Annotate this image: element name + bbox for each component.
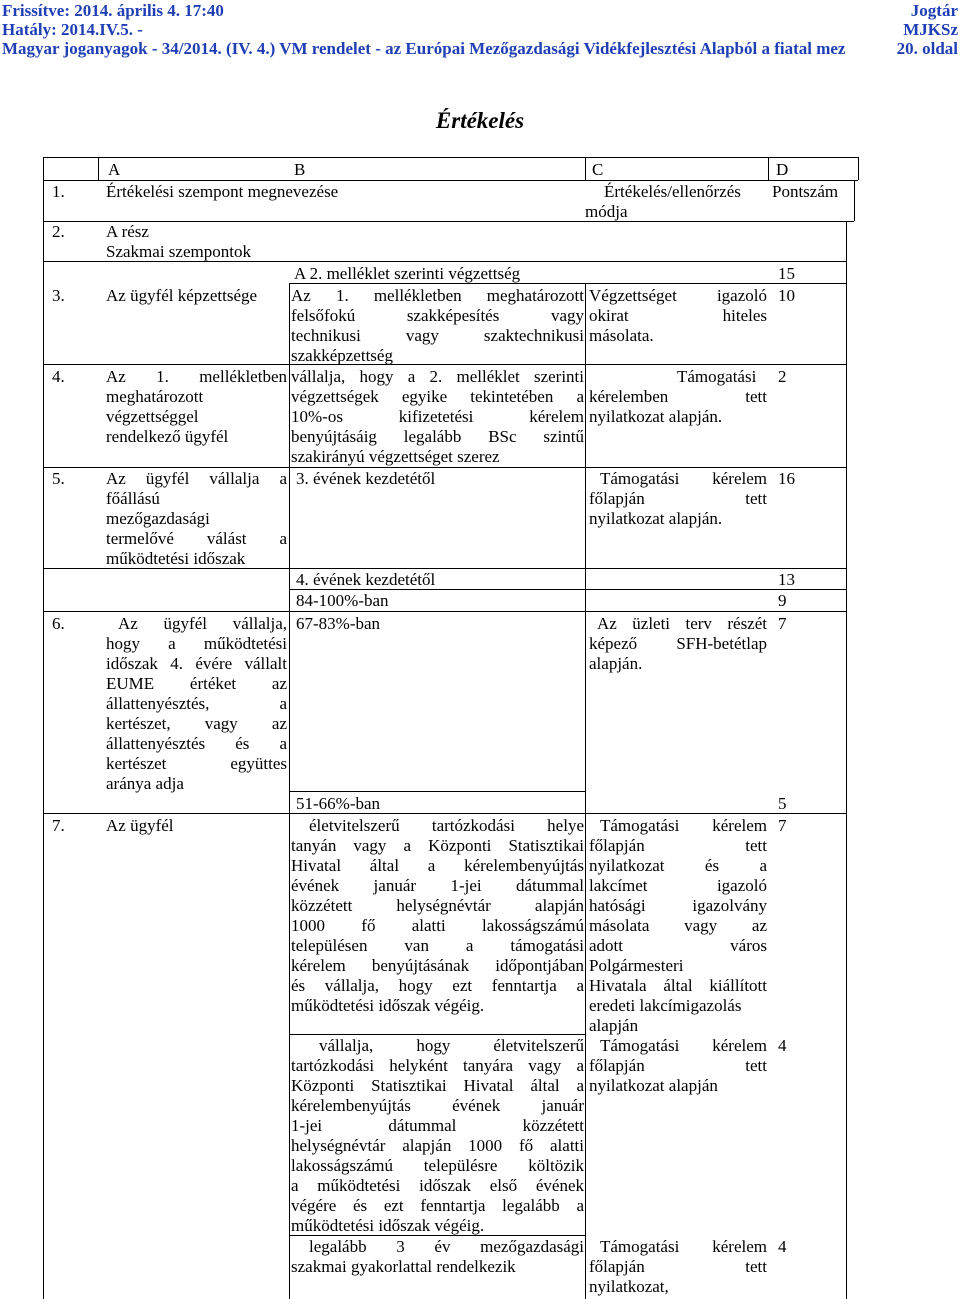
row-2-subtitle: Szakmai szempontok (106, 242, 251, 261)
row-5-option-2: 4. évének kezdetétől (296, 570, 436, 589)
page-title: Értékelés (435, 108, 525, 133)
row-5-option-1: 3. évének kezdetétől (296, 469, 436, 488)
row-6-option-3-points: 5 (778, 794, 787, 813)
row-7-option-3-verification: Támogatási kérelem főlapján tett nyilatkozat, (589, 1237, 767, 1296)
header-updated: Frissítve: 2014. április 4. 17:40 (2, 1, 224, 20)
row-5-option-1-points: 16 (778, 469, 795, 488)
row-4-points: 2 (778, 367, 787, 386)
row-1-points-header: Pontszám (772, 182, 839, 201)
row-3-verification: Végzettséget igazoló okirat hiteles másolata. (589, 286, 767, 345)
row-6-option-3: 51-66%-ban (296, 794, 381, 813)
header-brand: Jogtár (910, 1, 958, 20)
row-1-method-header-cont: módja (585, 202, 628, 221)
row-7-option-1: életvitelszerű tartózkodási helye tanyán vagy a Központi Statisztikai Hivatal által a kérelembenyújtás évének január 1-jei dátummal közzétett helységnévtár alapján 1000 fő alatti lakosságszámú településen van a támogatási kérelem benyújtásának időpontjában és vállalja, hogy ezt fenntartja a működtetési időszak végéig. (291, 816, 584, 1015)
row-4-number: 4. (52, 367, 65, 386)
header-effect: Hatály: 2014.IV.5. - (2, 20, 143, 39)
row-4-verification: kérelemben tett nyilatkozat alapján. (589, 387, 767, 426)
header-source: Magyar joganyagok - 34/2014. (IV. 4.) VM rendelet - az Európai Mezőgazdasági Vidékfejlesztési Alapból a fiatal mez (2, 39, 846, 58)
row-2-number: 2. (52, 222, 65, 241)
row-7-option-1-verification: Támogatási kérelem főlapján tett nyilatkozat és a lakcímet igazoló hatósági igazolvány másolata vagy az adott város Polgármesteri Hivatala által kiállított eredeti lakcímigazolás alapján (589, 816, 767, 1035)
row-6-number: 6. (52, 614, 65, 633)
row-4-condition: vállalja, hogy a 2. melléklet szerinti végzettségek egyike tekintetében a 10%-os kifizetetési kérelem benyújtásáig legalább BSc szintű szakirányú végzettséget szerez (291, 367, 584, 466)
row-3-criterion: Az ügyfél képzettsége (106, 286, 258, 305)
row-3-points: 10 (778, 286, 795, 305)
row-5-option-2-points: 13 (778, 570, 795, 589)
row-6-option-1-points: 9 (778, 591, 787, 610)
row-1-criterion-header: Értékelési szempont megnevezése (106, 182, 339, 201)
row-6-option-1: 84-100%-ban (296, 591, 389, 610)
row-6-criterion: Az ügyfél vállalja, hogy a működtetési időszak 4. évére vállalt EUME értéket az állattenyésztés, a kertészet, vagy az állattenyésztés és a kertészet együttes aránya adja (106, 614, 287, 793)
row-7-option-3-points: 4 (778, 1237, 787, 1256)
column-c-header: C (592, 160, 604, 179)
row-1-number: 1. (52, 182, 65, 201)
header-page-number: 20. oldal (896, 39, 958, 58)
row-5-number: 5. (52, 469, 65, 488)
column-b-header: B (294, 160, 306, 179)
row-7-option-3: legalább 3 év mezőgazdasági szakmai gyakorlattal rendelkezik (291, 1237, 584, 1276)
row-6-option-2-points: 7 (778, 614, 787, 633)
row-6-option-2: 67-83%-ban (296, 614, 381, 633)
row-5-criterion: Az ügyfél vállalja a főállású mezőgazdasági termelővé válást a működtetési időszak (106, 469, 287, 568)
row-4-verification-first: Támogatási (677, 367, 757, 386)
row-2-part: A rész (106, 222, 149, 241)
row-1-method-header: Értékelés/ellenőrzés (604, 182, 741, 201)
header-collection: MJKSz (903, 20, 958, 39)
row-7-option-2-points: 4 (778, 1036, 787, 1055)
group-3-points: 15 (778, 264, 795, 283)
group-3-label: A 2. melléklet szerinti végzettség (294, 264, 521, 283)
row-4-criterion: Az 1. mellékletben meghatározott végzettséggel rendelkező ügyfél (106, 367, 287, 446)
row-3-condition: Az 1. mellékletben meghatározott felsőfokú szakképesítés vagy technikusi vagy szaktechnikusi szakképzettség (291, 286, 584, 365)
column-d-header: D (776, 160, 789, 179)
row-7-number: 7. (52, 816, 65, 835)
row-7-option-2: vállalja, hogy életvitelszerű tartózkodási helyként tanyára vagy a Központi Statisztikai Hivatal által a kérelembenyújtás évének január 1-jei dátummal közzétett helységnévtár alapján 1000 fő alatti lakosságszámú településre költözik a működtetési időszak első évének végére és ezt fenntartja legalább a működtetési időszak végéig. (291, 1036, 584, 1235)
column-a-header: A (108, 160, 121, 179)
row-3-number: 3. (52, 286, 65, 305)
row-7-option-1-points: 7 (778, 816, 787, 835)
row-5-verification: Támogatási kérelem főlapján tett nyilatkozat alapján. (589, 469, 767, 528)
row-6-verification: Az üzleti terv részét képező SFH-betétlap alapján. (589, 614, 767, 673)
row-7-criterion: Az ügyfél (106, 816, 174, 835)
row-7-option-2-verification: Támogatási kérelem főlapján tett nyilatkozat alapján (589, 1036, 767, 1095)
